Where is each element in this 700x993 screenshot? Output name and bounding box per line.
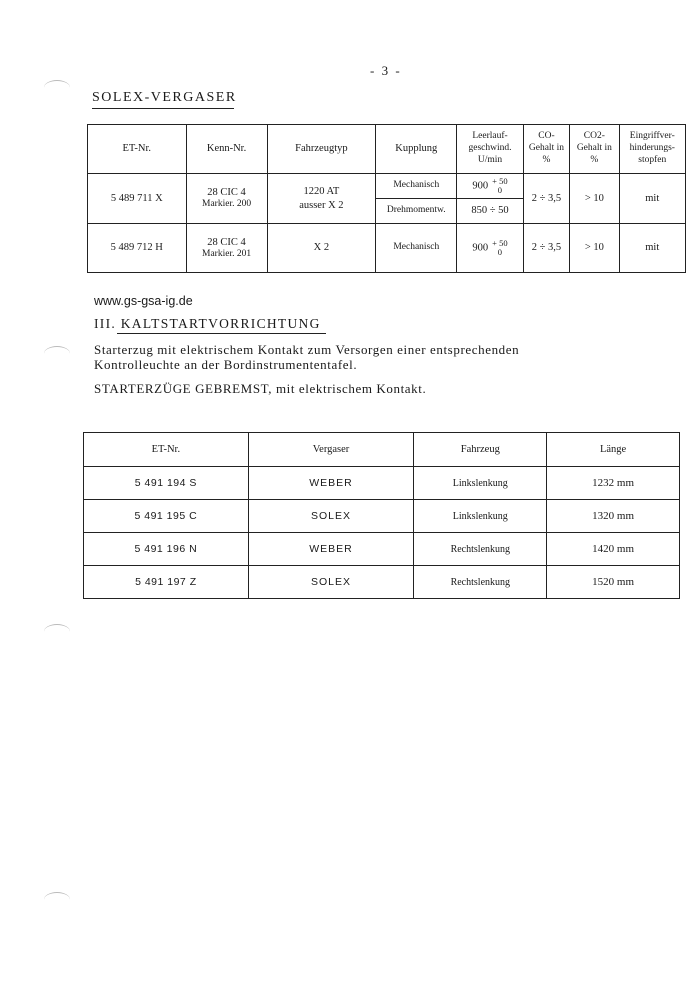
- header-co: CO-Gehalt in %: [523, 125, 569, 174]
- page-number: - 3 -: [370, 63, 402, 78]
- table-row: [84, 500, 680, 533]
- title-underline: [92, 108, 234, 109]
- header-vergaser: Vergaser: [248, 433, 414, 467]
- header-fahrzeug: Fahrzeug: [414, 433, 547, 467]
- cell-vergaser: WEBER: [248, 533, 414, 566]
- leerlauf-a-down: 0: [497, 185, 502, 195]
- cell-fahrzeug: Rechtslenkung: [414, 566, 547, 599]
- starter-cable-table: [83, 432, 680, 599]
- cell-laenge: 1320 mm: [547, 500, 680, 533]
- header-leerlauf: Leerlauf-geschwind. U/min: [457, 125, 523, 174]
- header-co2: CO2-Gehalt in %: [570, 125, 619, 174]
- kenn-nr-line1: 28 CIC 4: [207, 236, 246, 248]
- paragraph-line: Starterzug mit elektrischem Kontakt zum Versorgen einer entsprechenden: [94, 342, 520, 357]
- cell-kenn-nr: [186, 174, 267, 224]
- header-kupplung: Kupplung: [376, 125, 457, 174]
- table-header-row: [88, 125, 686, 174]
- cell-kupplung-b: Drehmomentw.: [376, 199, 457, 224]
- table-header-row: [84, 433, 680, 467]
- cell-kenn-nr: [186, 224, 267, 273]
- cell-leerlauf: [457, 224, 523, 273]
- leerlauf-a-up: + 50: [492, 176, 508, 186]
- leerlauf-tolerance: [492, 239, 507, 257]
- section-title-solex: [92, 90, 237, 106]
- leerlauf-a-tolerance: [492, 177, 507, 195]
- solex-carburetor-table: [87, 124, 686, 273]
- cell-co: 2 ÷ 3,5: [523, 224, 569, 273]
- cell-kupplung-a: Mechanisch: [376, 174, 457, 199]
- cell-laenge: 1420 mm: [547, 533, 680, 566]
- punch-hole-mark: [44, 80, 70, 95]
- cell-et-nr: 5 489 711 X: [88, 174, 187, 224]
- fahrzeugtyp-line1: 1220 AT: [303, 186, 340, 198]
- section-paragraph: [94, 342, 654, 372]
- section-title-kaltstart: [94, 316, 321, 332]
- header-eingriff: Eingriffver-hinderungs-stopfen: [619, 125, 685, 174]
- title-underline: [117, 333, 326, 334]
- leerlauf-down: 0: [497, 247, 502, 257]
- kenn-nr-line2: Markier. 200: [202, 199, 252, 210]
- header-kenn-nr: Kenn-Nr.: [186, 125, 267, 174]
- cell-co2: > 10: [570, 174, 619, 224]
- cell-et-nr: 5 491 196 N: [84, 533, 249, 566]
- cell-co2: > 10: [570, 224, 619, 273]
- header-laenge: Länge: [547, 433, 680, 467]
- cell-fahrzeugtyp: X 2: [267, 224, 376, 273]
- cell-et-nr: 5 489 712 H: [88, 224, 187, 273]
- fahrzeugtyp-line2: ausser X 2: [299, 199, 344, 211]
- punch-hole-mark: [44, 624, 70, 639]
- cell-co: 2 ÷ 3,5: [523, 174, 569, 224]
- table-row: [88, 224, 686, 273]
- website-url: www.gs-gsa-ig.de: [94, 294, 193, 308]
- cell-eingriff: mit: [619, 224, 685, 273]
- punch-hole-mark: [44, 346, 70, 361]
- cell-vergaser: SOLEX: [248, 566, 414, 599]
- table-row: [84, 566, 680, 599]
- cell-fahrzeug: Linkslenkung: [414, 467, 547, 500]
- section-title-text: KALTSTARTVORRICHTUNG: [120, 316, 321, 331]
- cell-et-nr: 5 491 194 S: [84, 467, 249, 500]
- cell-et-nr: 5 491 197 Z: [84, 566, 249, 599]
- section-number: III.: [94, 316, 117, 331]
- leerlauf-a-value: 900: [472, 180, 489, 192]
- table-row: [84, 467, 680, 500]
- kenn-nr-line1: 28 CIC 4: [207, 187, 246, 198]
- leerlauf-up: + 50: [492, 238, 508, 248]
- cell-leerlauf-b: 850 ÷ 50: [457, 199, 523, 224]
- kenn-nr-line2: Markier. 201: [202, 248, 252, 259]
- header-et-nr: ET-Nr.: [84, 433, 249, 467]
- cell-et-nr: 5 491 195 C: [84, 500, 249, 533]
- table-row: [84, 533, 680, 566]
- cell-fahrzeug: Rechtslenkung: [414, 533, 547, 566]
- cell-fahrzeugtyp: [267, 174, 376, 224]
- paragraph-line: Kontrolleuchte an der Bordinstrumententafel.: [94, 357, 358, 372]
- section-paragraph-2: STARTERZÜGE GEBREMST, mit elektrischem Kontakt.: [94, 381, 427, 396]
- punch-hole-mark: [44, 892, 70, 907]
- cell-vergaser: WEBER: [248, 467, 414, 500]
- cell-fahrzeug: Linkslenkung: [414, 500, 547, 533]
- leerlauf-value: 900: [472, 242, 489, 254]
- cell-eingriff: mit: [619, 174, 685, 224]
- header-fahrzeugtyp: Fahrzeugtyp: [267, 125, 376, 174]
- cell-vergaser: SOLEX: [248, 500, 414, 533]
- cell-leerlauf-a: [457, 174, 523, 199]
- section-title-text: SOLEX-VERGASER: [92, 90, 237, 105]
- cell-laenge: 1520 mm: [547, 566, 680, 599]
- table-row: [88, 174, 686, 199]
- cell-kupplung: Mechanisch: [376, 224, 457, 273]
- cell-laenge: 1232 mm: [547, 467, 680, 500]
- header-et-nr: ET-Nr.: [88, 125, 187, 174]
